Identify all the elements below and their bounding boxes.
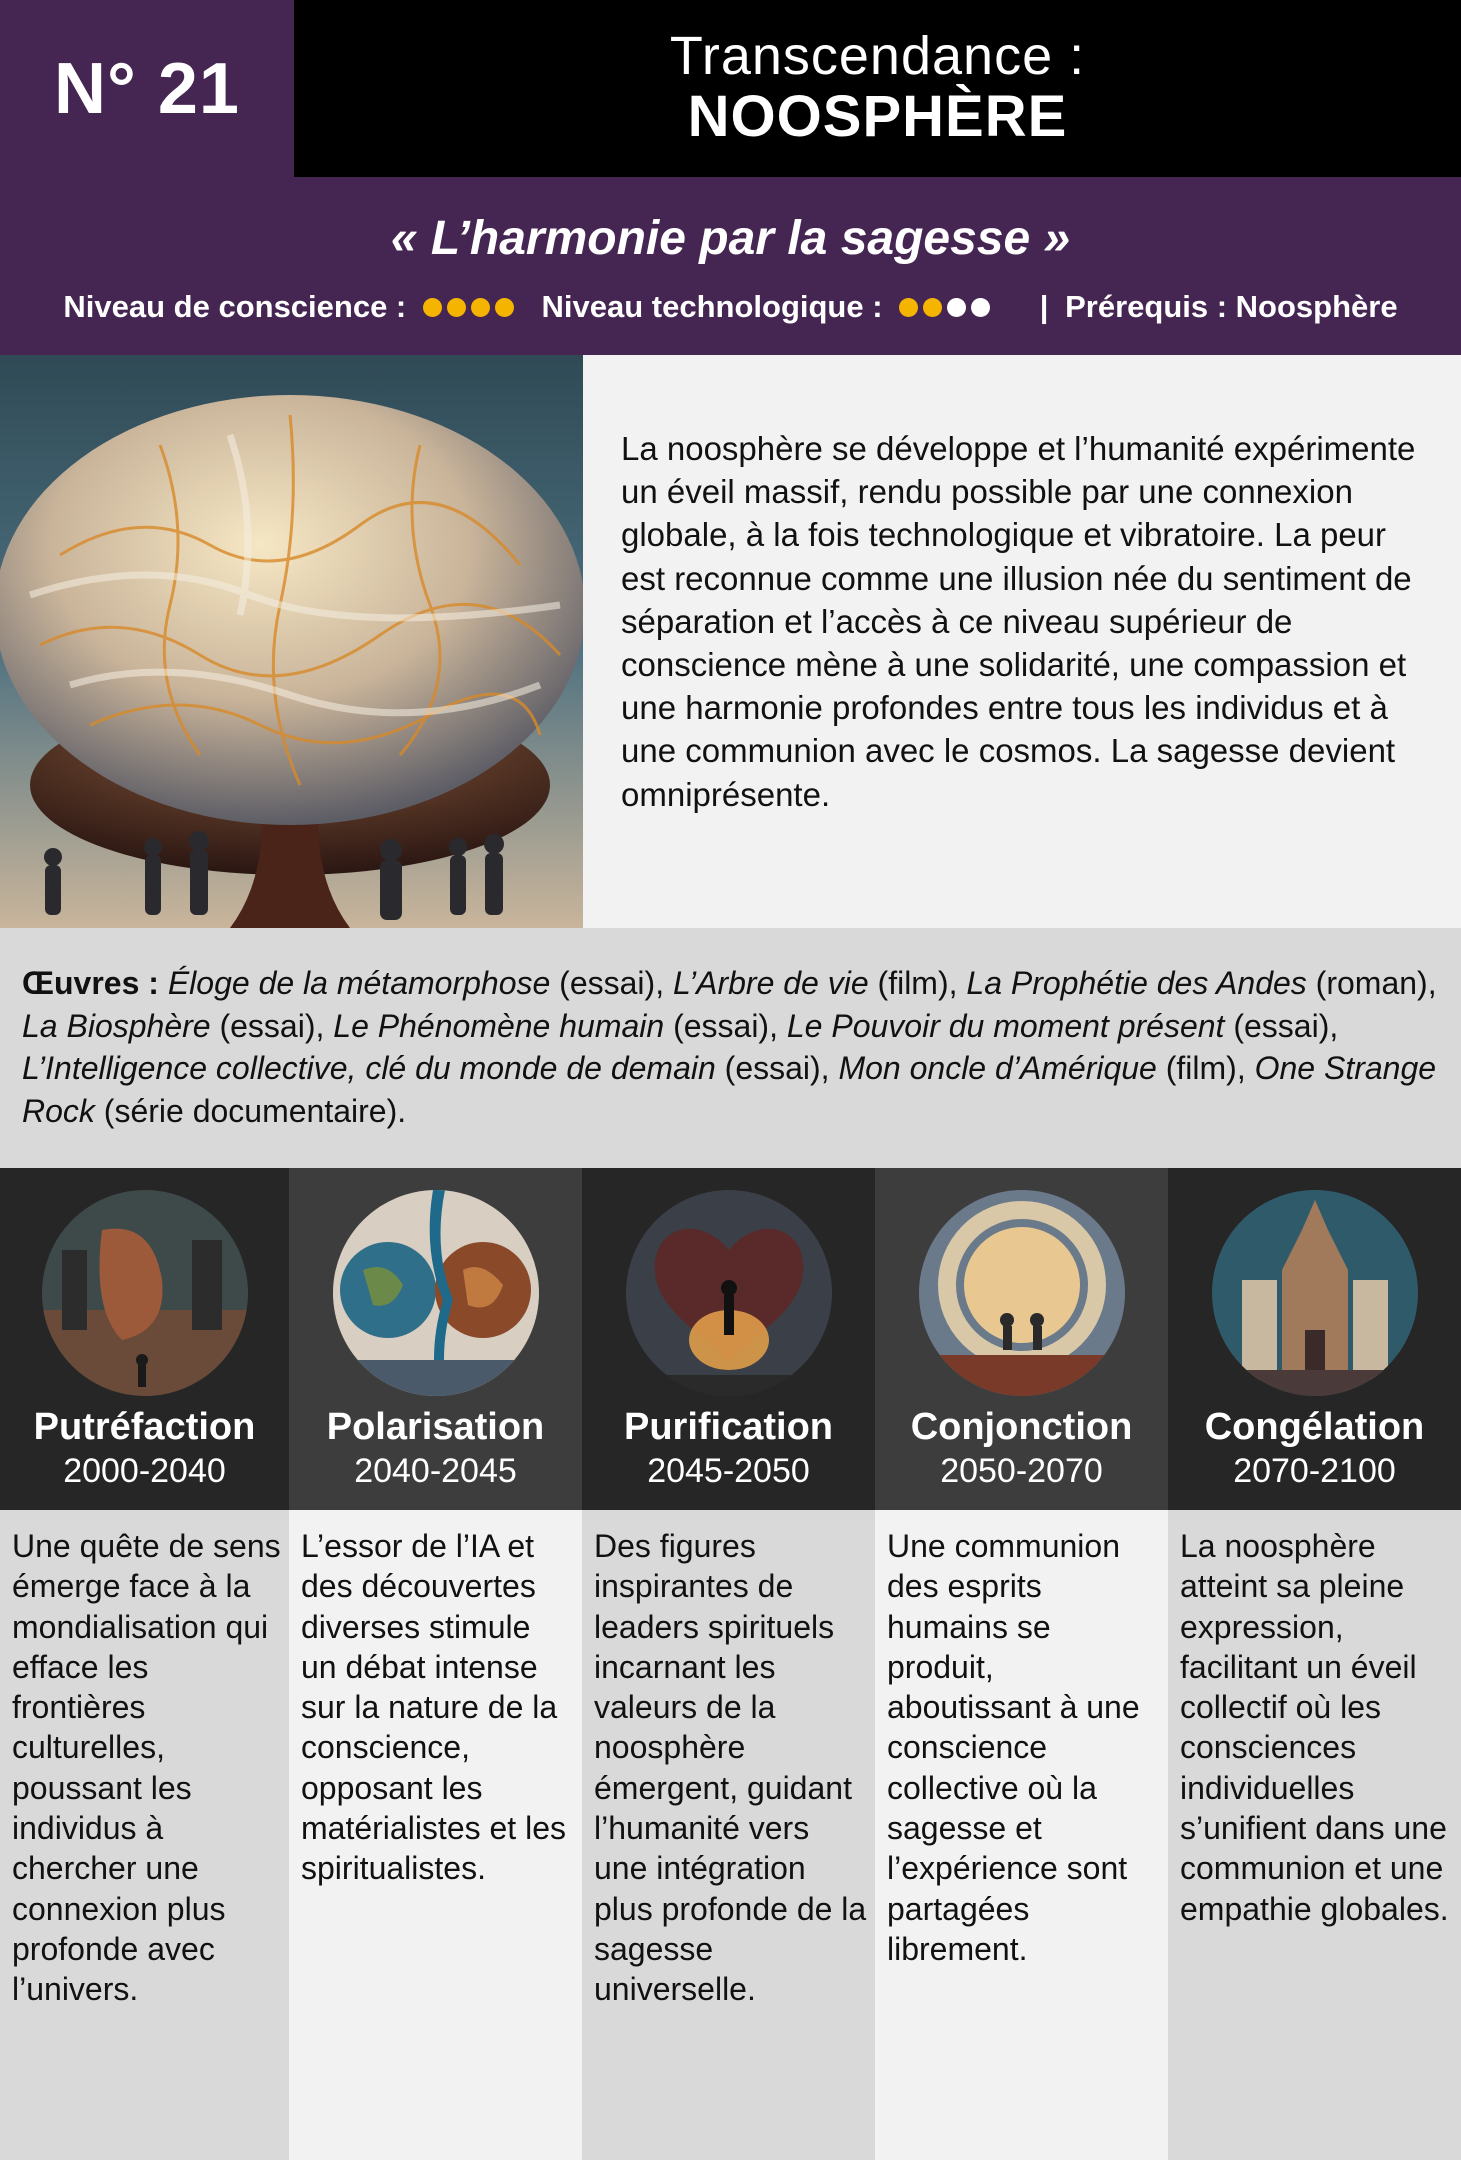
issue-number-box	[0, 0, 294, 177]
title-line-2: NOOSPHÈRE	[687, 83, 1068, 149]
phase-purification-body	[582, 1510, 875, 2160]
work-type: (essai),	[559, 965, 665, 1001]
level-dot-filled	[423, 298, 442, 317]
title-box	[294, 0, 1461, 177]
work-type: (essai),	[673, 1007, 778, 1044]
works-label: Œuvres :	[22, 965, 159, 1001]
phase-illustration	[919, 1190, 1125, 1396]
brain-tree-illustration	[0, 355, 583, 928]
motto: « L’harmonie par la sagesse »	[390, 212, 1071, 265]
tech-level-dots	[899, 289, 995, 325]
tech-label: Niveau technologique :	[541, 289, 883, 325]
phase-name: Purification	[623, 1406, 834, 1448]
phase-polarisation-body	[289, 1510, 582, 2160]
level-dot-filled	[899, 298, 918, 317]
phase-illustration	[42, 1190, 248, 1396]
level-dot-filled	[447, 298, 466, 317]
phase-dates: 2045-2050	[647, 1452, 810, 1490]
separator: |	[1039, 289, 1049, 325]
level-dot-filled	[923, 298, 942, 317]
work-type: (roman),	[1315, 965, 1437, 1001]
phase-congelation-header	[1168, 1168, 1461, 1510]
phase-conjonction-body	[875, 1510, 1168, 2160]
work-title: L’Arbre de vie	[672, 965, 869, 1001]
phase-name: Congélation	[1204, 1406, 1425, 1448]
phase-name: Conjonction	[910, 1406, 1133, 1448]
work-type: (film),	[877, 965, 958, 1001]
work-title: La Prophétie des Andes	[966, 965, 1307, 1001]
conscience-level-dots	[423, 289, 519, 325]
phase-putrefaction-body	[0, 1510, 289, 2160]
work-type: (essai),	[1233, 1007, 1339, 1044]
phase-name: Putréfaction	[33, 1406, 256, 1448]
prerequisite: Prérequis : Noosphère	[1065, 289, 1398, 325]
level-dot-empty	[947, 298, 966, 317]
level-dot-filled	[495, 298, 514, 317]
phase-conjonction-header	[875, 1168, 1168, 1510]
work-title: Le Phénomène humain	[333, 1007, 665, 1044]
works-text	[22, 962, 1442, 1132]
work-title: Mon oncle d’Amérique	[838, 1050, 1157, 1086]
phase-dates: 2070-2100	[1233, 1452, 1396, 1490]
work-title: One Strange Rock	[22, 1050, 1437, 1129]
levels-line	[0, 289, 1461, 329]
conscience-label: Niveau de conscience :	[63, 289, 407, 325]
description-text: La noosphère se développe et l’humanité expérimente un éveil massif, rendu possible par une connexion globale, à la fois technologique et vibratoire. La peur est reconnue comme une illusion née du sentiment de séparation et l’accès à ce niveau supérieur de conscience mène à une solidarité, une compassion et une harmonie profondes entre tous les individus et à une communion avec le cosmos. La sagesse devient omniprésente.	[621, 430, 1416, 813]
work-title: Le Pouvoir du moment présent	[786, 1007, 1225, 1044]
work-type: (essai),	[219, 1007, 325, 1044]
phase-purification-header	[582, 1168, 875, 1510]
works-section	[0, 928, 1461, 1168]
level-dot-empty	[971, 298, 990, 317]
phase-name: Polarisation	[326, 1406, 545, 1448]
phase-polarisation-header	[289, 1168, 582, 1510]
work-type: (essai),	[724, 1050, 830, 1086]
level-dot-filled	[471, 298, 490, 317]
phase-text: La noosphère atteint sa pleine expression, facilitant un éveil collectif où les consciences individuelles s’unifient dans une communion et une empathie globales.	[1180, 1528, 1449, 1927]
phase-dates: 2040-2045	[354, 1452, 517, 1490]
work-title: Éloge de la métamorphose	[167, 965, 551, 1001]
work-title: L’Intelligence collective, clé du monde de demain	[22, 1050, 716, 1086]
phase-illustration	[333, 1190, 539, 1396]
work-type: (film),	[1165, 1050, 1246, 1086]
phase-text: L’essor de l’IA et des découvertes diverses stimule un débat intense sur la nature de la conscience, opposant les matérialistes et les spiritualistes.	[301, 1528, 566, 1887]
phase-putrefaction-header	[0, 1168, 289, 1510]
phase-dates: 2050-2070	[940, 1452, 1103, 1490]
phase-text: Une quête de sens émerge face à la mondialisation qui efface les frontières culturelles, poussant les individus à chercher une connexion plus profonde avec l’univers.	[12, 1528, 281, 2008]
title-line-1: Transcendance :	[669, 26, 1086, 87]
work-type: (série documentaire).	[103, 1092, 407, 1129]
phase-congelation-body	[1168, 1510, 1461, 2160]
phase-illustration	[626, 1190, 832, 1396]
work-title: La Biosphère	[22, 1007, 211, 1044]
description-panel	[583, 355, 1461, 928]
issue-number: N° 21	[54, 48, 240, 129]
phase-dates: 2000-2040	[63, 1452, 226, 1490]
phase-text: Une communion des esprits humains se produit, aboutissant à une conscience collective où la sagesse et l’expérience sont partagées librement.	[887, 1528, 1140, 1967]
motto-band	[0, 177, 1461, 355]
phase-illustration	[1212, 1190, 1418, 1396]
phase-text: Des figures inspirantes de leaders spirituels incarnant les valeurs de la noosphère émergent, guidant l’humanité vers une intégration plus profonde de la sagesse universelle.	[594, 1528, 867, 2008]
